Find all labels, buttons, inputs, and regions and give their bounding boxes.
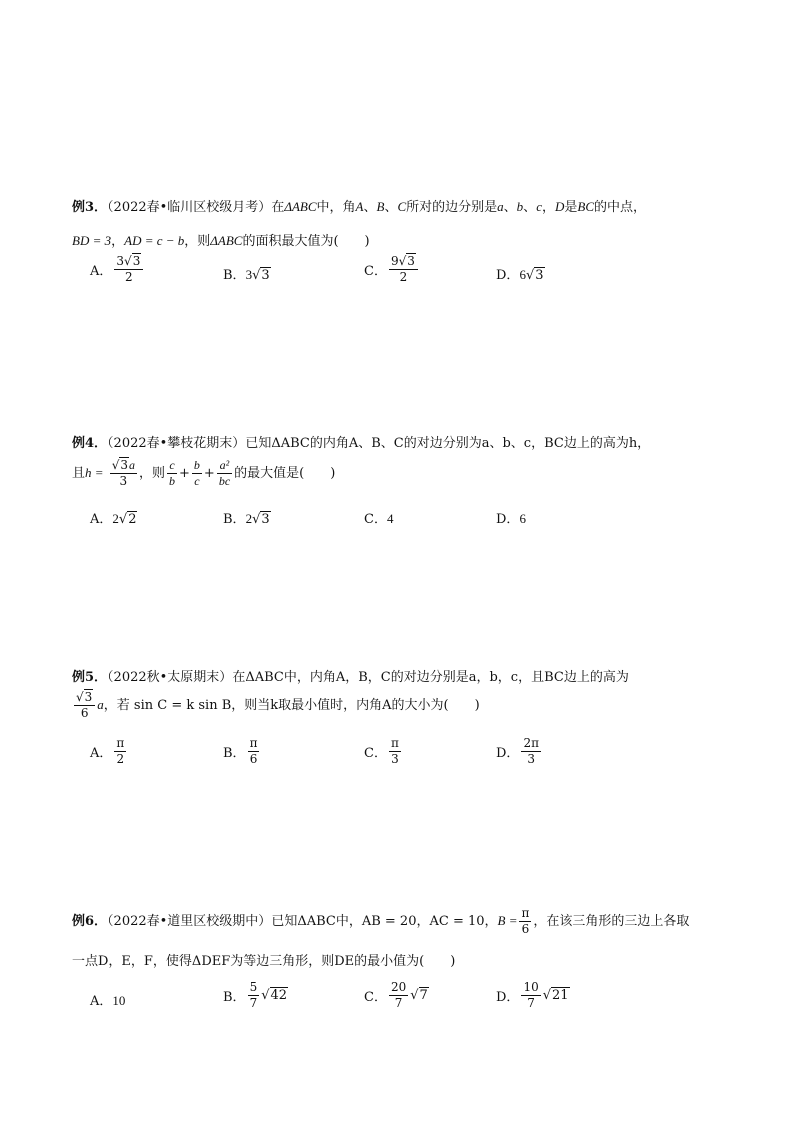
q3-label: 例3． bbox=[72, 200, 108, 215]
q4-source: （2022春•攀枝花期末） bbox=[107, 436, 246, 451]
q6-option-a[interactable]: A．10 bbox=[90, 993, 126, 1009]
q6-source: （2022春•道里区校级期中） bbox=[107, 914, 272, 929]
q6-label: 例6． bbox=[72, 914, 108, 929]
q4-option-c[interactable]: C．4 bbox=[364, 511, 394, 527]
q3-option-c[interactable]: C． $\frac{9√3}{2}$ bbox=[364, 254, 420, 285]
q6-option-b[interactable]: B． $\frac{5}{7}$ √42 bbox=[223, 980, 288, 1010]
q3-option-d[interactable]: D．6√3 bbox=[496, 267, 544, 283]
q5-option-a[interactable]: A． $\frac{\pi}{2}$ bbox=[90, 736, 125, 766]
q4-stem-line2: 且h = $\frac{√3a}{3}$ ，则 $\frac{c}{b}$ + $\frac{b}{c}$ + $\frac{\text{a²}}{bc}$ 的最大值是( ) bbox=[72, 458, 336, 488]
q5-stem-line2: $\frac{√3}{6}$ a，若 sin C = k sin B，则当k取最小值时，内角A的大小为( ) bbox=[76, 690, 480, 720]
q6-stem-line1: 例6．（2022春•道里区校级期中）已知ΔABC中，AB = 20，AC = 10，B = $\frac{\pi}{6}$ ，在该三角形的三边上各取 bbox=[72, 906, 690, 936]
q4-label: 例4． bbox=[72, 436, 108, 451]
q4-option-b[interactable]: B．2√3 bbox=[223, 511, 270, 527]
q3-option-b[interactable]: B．3√3 bbox=[223, 267, 270, 283]
q3-option-a[interactable]: A． $\frac{3√3}{2}$ bbox=[90, 254, 145, 285]
q5-source: （2022秋•太原期末） bbox=[107, 670, 233, 685]
q5-option-b[interactable]: B． $\frac{\pi}{6}$ bbox=[223, 736, 258, 766]
q4-options bbox=[90, 508, 730, 548]
q3-options bbox=[90, 254, 730, 294]
q3-source: （2022春•临川区校级月考） bbox=[107, 200, 272, 215]
q6-option-d[interactable]: D． $\frac{10}{7}$ √21 bbox=[496, 980, 569, 1010]
q6-stem-line2: 一点D，E，F，使得ΔDEF为等边三角形，则DE的最小值为( ) bbox=[72, 954, 456, 969]
q5-option-d[interactable]: D． $\frac{2\pi}{3}$ bbox=[496, 736, 539, 766]
q4-option-a[interactable]: A．2√2 bbox=[90, 511, 137, 527]
q4-stem-line1: 例4．（2022春•攀枝花期末）已知ΔABC的内角A、B、C的对边分别为a、b、c，BC边上的高为h， bbox=[72, 436, 651, 451]
q6-option-c[interactable]: C． $\frac{20}{7}$ √7 bbox=[364, 980, 428, 1010]
q5-stem-line1: 例5．（2022秋•太原期末）在ΔABC中，内角A，B，C的对边分别是a，b，c，且BC边上的高为 bbox=[72, 670, 629, 685]
q5-options bbox=[90, 736, 730, 776]
q3-stem-line2: BD = 3，AD = c − b，则ΔABC的面积最大值为( ) bbox=[72, 233, 370, 249]
q5-label: 例5． bbox=[72, 670, 108, 685]
q4-option-d[interactable]: D．6 bbox=[496, 511, 526, 527]
q6-options bbox=[90, 980, 730, 1020]
q5-option-c[interactable]: C． $\frac{\pi}{3}$ bbox=[364, 736, 399, 766]
q3-stem-line1: 例3．（2022春•临川区校级月考）在ΔABC中，角A、B、C所对的边分别是a、b、c，D是BC的中点， bbox=[72, 199, 647, 215]
